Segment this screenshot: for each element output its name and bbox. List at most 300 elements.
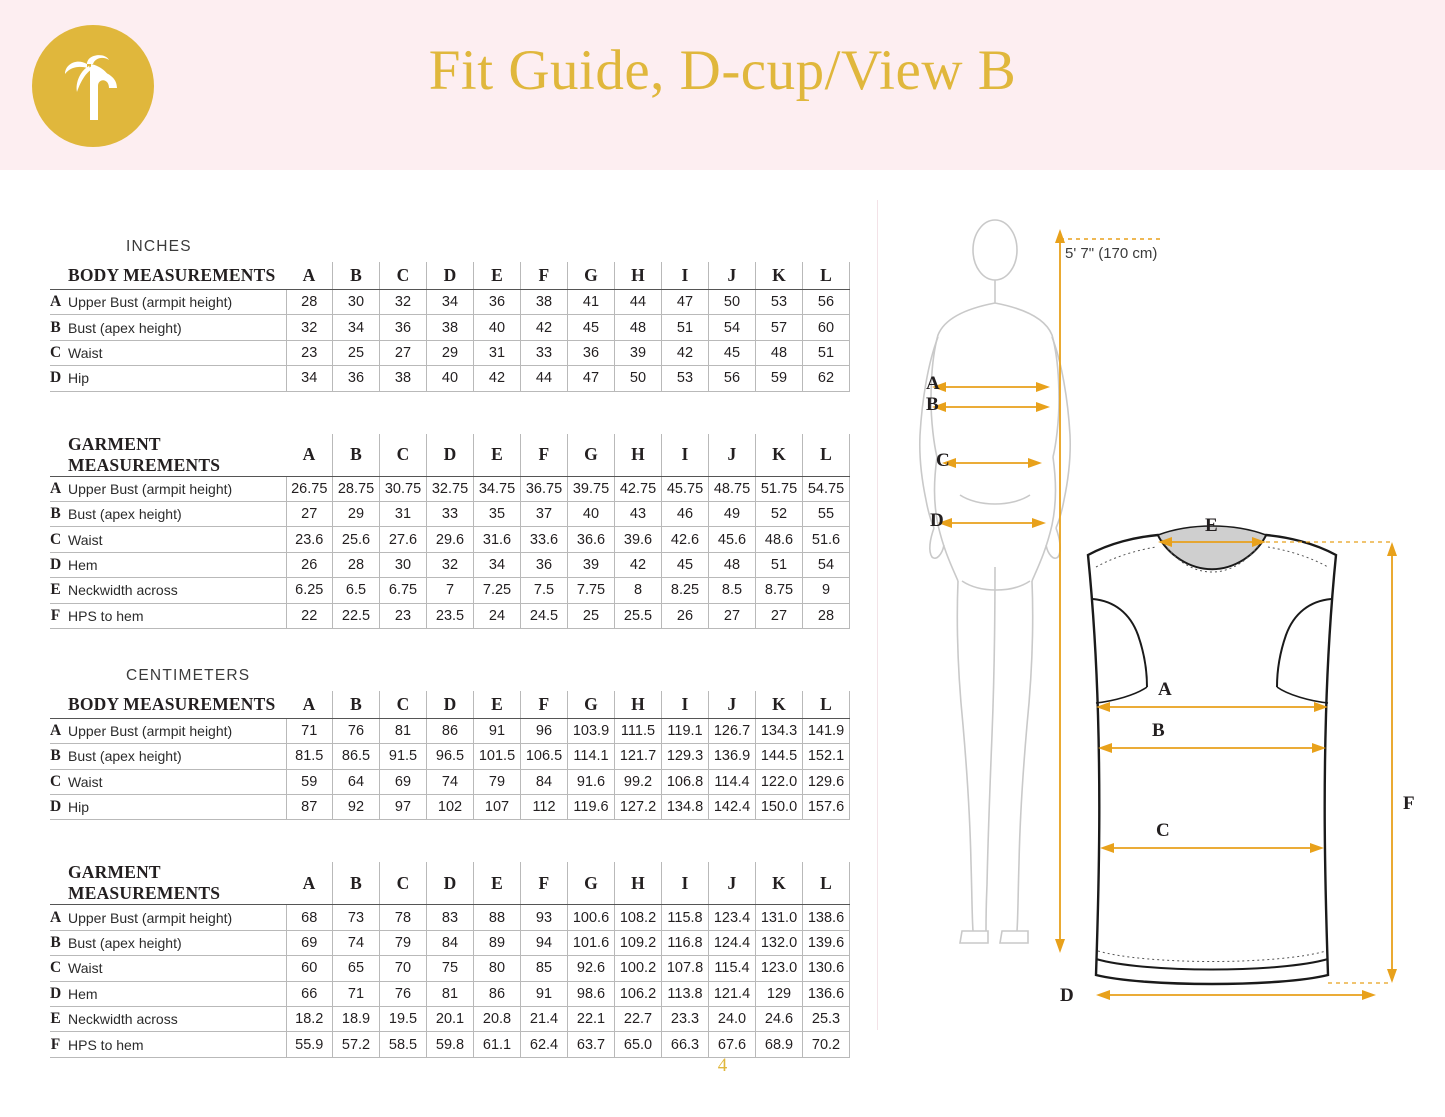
cell: 115.4 [709,956,756,981]
col-header-b: B [333,262,380,290]
cell: 97 [380,795,427,820]
cell: 106.5 [521,744,568,769]
col-header-j: J [709,862,756,905]
unit-label-inches: INCHES [126,238,192,255]
row-label: Bust (apex height) [61,501,286,526]
cell: 36 [474,290,521,315]
cell: 45.6 [709,527,756,552]
cell: 36 [333,366,380,391]
cell: 81 [427,981,474,1006]
cell: 112 [521,795,568,820]
cell: 93 [521,905,568,930]
cell: 70 [380,956,427,981]
cell: 51 [803,340,850,365]
cell: 18.2 [286,1007,333,1032]
col-header-k: K [756,434,803,477]
row-key: E [50,1007,61,1032]
cell: 32.75 [427,476,474,501]
cell: 30.75 [380,476,427,501]
cell: 57 [756,315,803,340]
cell: 65 [333,956,380,981]
cell: 101.6 [568,930,615,955]
cell: 55.9 [286,1032,333,1057]
col-header-i: I [662,262,709,290]
row-key: D [50,366,61,391]
cell: 39.6 [615,527,662,552]
col-header-k: K [756,862,803,905]
row-label: Waist [61,956,286,981]
col-header-f: F [521,862,568,905]
cell: 79 [380,930,427,955]
header-spacer [50,262,61,290]
col-header-b: B [333,862,380,905]
cell: 101.5 [474,744,521,769]
row-key: E [50,578,61,603]
table-row [50,956,850,981]
garment-label-c: C [1156,820,1170,841]
cell: 131.0 [756,905,803,930]
cell: 25.5 [615,603,662,628]
cell: 60 [803,315,850,340]
col-header-d: D [427,691,474,719]
cell: 6.75 [380,578,427,603]
cell: 91 [521,981,568,1006]
table-row [50,744,850,769]
col-header-d: D [427,262,474,290]
cell: 134.8 [662,795,709,820]
table-cm-garment-measurements [50,862,850,1057]
cell: 38 [427,315,474,340]
cell: 73 [333,905,380,930]
cell: 121.4 [709,981,756,1006]
cell: 48 [615,315,662,340]
cell: 92 [333,795,380,820]
cell: 7.5 [521,578,568,603]
cell: 74 [427,769,474,794]
cell: 129.6 [803,769,850,794]
col-header-k: K [756,691,803,719]
page-number: 4 [717,1055,728,1076]
row-key: D [50,552,61,577]
row-label: Upper Bust (armpit height) [61,476,286,501]
cell: 88 [474,905,521,930]
cell: 8.25 [662,578,709,603]
cell: 25.6 [333,527,380,552]
cell: 85 [521,956,568,981]
body-label-d: D [930,510,944,531]
col-header-e: E [474,691,521,719]
cell: 31 [380,501,427,526]
cell: 109.2 [615,930,662,955]
cell: 39 [568,552,615,577]
cell: 25 [333,340,380,365]
cell: 81 [380,718,427,743]
cell: 139.6 [803,930,850,955]
row-label: Bust (apex height) [61,930,286,955]
cell: 31 [474,340,521,365]
row-label: Waist [61,527,286,552]
cell: 23.5 [427,603,474,628]
cell: 19.5 [380,1007,427,1032]
cell: 123.0 [756,956,803,981]
cell: 59.8 [427,1032,474,1057]
cell: 23.6 [286,527,333,552]
cell: 35 [474,501,521,526]
cell: 47 [568,366,615,391]
table-row [50,930,850,955]
row-key: C [50,956,61,981]
cell: 130.6 [803,956,850,981]
cell: 36.75 [521,476,568,501]
cell: 41 [568,290,615,315]
cell: 21.4 [521,1007,568,1032]
col-header-i: I [662,691,709,719]
cell: 36 [521,552,568,577]
cell: 108.2 [615,905,662,930]
cell: 63.7 [568,1032,615,1057]
body-label-b: B [926,394,939,415]
col-header-h: H [615,862,662,905]
cell: 69 [380,769,427,794]
cell: 62.4 [521,1032,568,1057]
cell: 48 [756,340,803,365]
table-row [50,366,850,391]
col-header-h: H [615,262,662,290]
cell: 42 [662,340,709,365]
cell: 71 [333,981,380,1006]
header-spacer [50,691,61,719]
col-header-j: J [709,691,756,719]
row-label: Hip [61,366,286,391]
cell: 68.9 [756,1032,803,1057]
cell: 56 [709,366,756,391]
cell: 24.0 [709,1007,756,1032]
cell: 127.2 [615,795,662,820]
cell: 22.7 [615,1007,662,1032]
row-key: D [50,981,61,1006]
cell: 27 [380,340,427,365]
cell: 129.3 [662,744,709,769]
cell: 83 [427,905,474,930]
measurement-tables [50,238,855,1058]
cell: 27 [709,603,756,628]
garment-label-e: E [1205,515,1218,536]
row-key: B [50,501,61,526]
cell: 25.3 [803,1007,850,1032]
cell: 22.1 [568,1007,615,1032]
cell: 150.0 [756,795,803,820]
cell: 40 [474,315,521,340]
body-label-a: A [926,373,940,394]
cell: 30 [333,290,380,315]
cell: 75 [427,956,474,981]
cell: 42 [521,315,568,340]
cell: 39 [615,340,662,365]
col-header-i: I [662,434,709,477]
cell: 106.8 [662,769,709,794]
cell: 32 [286,315,333,340]
table-row [50,905,850,930]
cell: 59 [286,769,333,794]
row-label: Hem [61,981,286,1006]
col-header-g: G [568,262,615,290]
col-header-l: L [803,862,850,905]
column-divider [877,200,878,1030]
cell: 45 [662,552,709,577]
cell: 20.1 [427,1007,474,1032]
col-header-b: B [333,434,380,477]
table-row [50,476,850,501]
table-row [50,315,850,340]
header-spacer [50,434,61,477]
col-header-f: F [521,691,568,719]
cell: 27 [756,603,803,628]
cell: 100.2 [615,956,662,981]
cell: 74 [333,930,380,955]
cell: 43 [615,501,662,526]
row-key: F [50,1032,61,1057]
cell: 48 [709,552,756,577]
cell: 27.6 [380,527,427,552]
cell: 126.7 [709,718,756,743]
col-header-a: A [286,434,333,477]
header-spacer [50,862,61,905]
cell: 96 [521,718,568,743]
cell: 38 [521,290,568,315]
row-label: Bust (apex height) [61,744,286,769]
cell: 26 [286,552,333,577]
cell: 44 [615,290,662,315]
row-key: A [50,290,61,315]
cell: 100.6 [568,905,615,930]
cell: 119.1 [662,718,709,743]
cell: 119.6 [568,795,615,820]
cell: 45 [709,340,756,365]
cell: 152.1 [803,744,850,769]
cell: 54 [803,552,850,577]
cell: 42.75 [615,476,662,501]
cell: 138.6 [803,905,850,930]
col-header-g: G [568,691,615,719]
cell: 49 [709,501,756,526]
page-title: Fit Guide, D-cup/View B [428,39,1017,102]
cell: 8 [615,578,662,603]
row-key: C [50,340,61,365]
cell: 48.75 [709,476,756,501]
cell: 29 [333,501,380,526]
cell: 24 [474,603,521,628]
cell: 53 [662,366,709,391]
cell: 25 [568,603,615,628]
cell: 51.6 [803,527,850,552]
cell: 18.9 [333,1007,380,1032]
col-header-c: C [380,262,427,290]
cell: 98.6 [568,981,615,1006]
cell: 45 [568,315,615,340]
cell: 91 [474,718,521,743]
col-header-l: L [803,691,850,719]
row-key: F [50,603,61,628]
cell: 136.6 [803,981,850,1006]
cell: 26.75 [286,476,333,501]
table-title: GARMENT MEASUREMENTS [61,434,286,477]
table-row [50,290,850,315]
row-label: Waist [61,769,286,794]
cell: 76 [380,981,427,1006]
cell: 80 [474,956,521,981]
table-row [50,1032,850,1057]
cell: 54.75 [803,476,850,501]
col-header-c: C [380,434,427,477]
cell: 34 [333,315,380,340]
cell: 6.5 [333,578,380,603]
cell: 113.8 [662,981,709,1006]
cell: 86 [427,718,474,743]
cell: 26 [662,603,709,628]
cell: 106.2 [615,981,662,1006]
cell: 42 [474,366,521,391]
row-label: Hem [61,552,286,577]
table-row [50,769,850,794]
cell: 114.4 [709,769,756,794]
cell: 52 [756,501,803,526]
cell: 34 [286,366,333,391]
garment-label-a: A [1158,679,1172,700]
body-label-c: C [936,450,950,471]
cell: 142.4 [709,795,756,820]
cell: 40 [568,501,615,526]
cell: 55 [803,501,850,526]
cell: 23 [380,603,427,628]
cell: 107.8 [662,956,709,981]
table-title: BODY MEASUREMENTS [61,262,286,290]
page-header [0,0,1445,170]
cell: 62 [803,366,850,391]
cell: 51 [756,552,803,577]
table-row [50,527,850,552]
table-inches-garment-measurements [50,434,850,629]
cell: 66.3 [662,1032,709,1057]
cell: 8.5 [709,578,756,603]
row-label: Upper Bust (armpit height) [61,718,286,743]
cell: 114.1 [568,744,615,769]
table-inches-body-measurements [50,262,850,392]
cell: 68 [286,905,333,930]
cell: 32 [380,290,427,315]
cell: 9 [803,578,850,603]
cell: 115.8 [662,905,709,930]
cell: 91.5 [380,744,427,769]
cell: 86 [474,981,521,1006]
cell: 51.75 [756,476,803,501]
table-row [50,552,850,577]
cell: 51 [662,315,709,340]
row-key: B [50,315,61,340]
table-row [50,981,850,1006]
cell: 24.6 [756,1007,803,1032]
cell: 6.25 [286,578,333,603]
cell: 45.75 [662,476,709,501]
col-header-e: E [474,262,521,290]
unit-label-centimeters: CENTIMETERS [126,666,251,684]
cell: 157.6 [803,795,850,820]
col-header-h: H [615,691,662,719]
cell: 42.6 [662,527,709,552]
cell: 20.8 [474,1007,521,1032]
table-row [50,603,850,628]
cell: 89 [474,930,521,955]
cell: 123.4 [709,905,756,930]
cell: 54 [709,315,756,340]
cell: 37 [521,501,568,526]
cell: 121.7 [615,744,662,769]
col-header-j: J [709,434,756,477]
cell: 107 [474,795,521,820]
cell: 53 [756,290,803,315]
col-header-c: C [380,862,427,905]
row-key: D [50,795,61,820]
cell: 28 [286,290,333,315]
col-header-j: J [709,262,756,290]
cell: 124.4 [709,930,756,955]
cell: 103.9 [568,718,615,743]
cell: 23.3 [662,1007,709,1032]
col-header-a: A [286,262,333,290]
cell: 65.0 [615,1032,662,1057]
cell: 69 [286,930,333,955]
cell: 34 [427,290,474,315]
row-label: Upper Bust (armpit height) [61,290,286,315]
col-header-k: K [756,262,803,290]
cell: 59 [756,366,803,391]
cell: 8.75 [756,578,803,603]
row-key: A [50,905,61,930]
cell: 7.25 [474,578,521,603]
cell: 30 [380,552,427,577]
cell: 94 [521,930,568,955]
table-title: BODY MEASUREMENTS [61,691,286,719]
row-key: A [50,476,61,501]
cell: 96.5 [427,744,474,769]
col-header-l: L [803,434,850,477]
cell: 27 [286,501,333,526]
cell: 87 [286,795,333,820]
cell: 33.6 [521,527,568,552]
row-key: A [50,718,61,743]
cell: 33 [521,340,568,365]
table-row [50,1007,850,1032]
cell: 32 [427,552,474,577]
row-key: C [50,527,61,552]
fit-diagrams [900,195,1430,1035]
row-label: HPS to hem [61,1032,286,1057]
cell: 122.0 [756,769,803,794]
cell: 28 [803,603,850,628]
cell: 46 [662,501,709,526]
cell: 79 [474,769,521,794]
col-header-f: F [521,434,568,477]
col-header-a: A [286,862,333,905]
col-header-g: G [568,862,615,905]
cell: 141.9 [803,718,850,743]
cell: 28 [333,552,380,577]
cell: 86.5 [333,744,380,769]
croquis-figure [920,220,1070,943]
cell: 50 [615,366,662,391]
col-header-i: I [662,862,709,905]
row-label: Bust (apex height) [61,315,286,340]
cell: 39.75 [568,476,615,501]
